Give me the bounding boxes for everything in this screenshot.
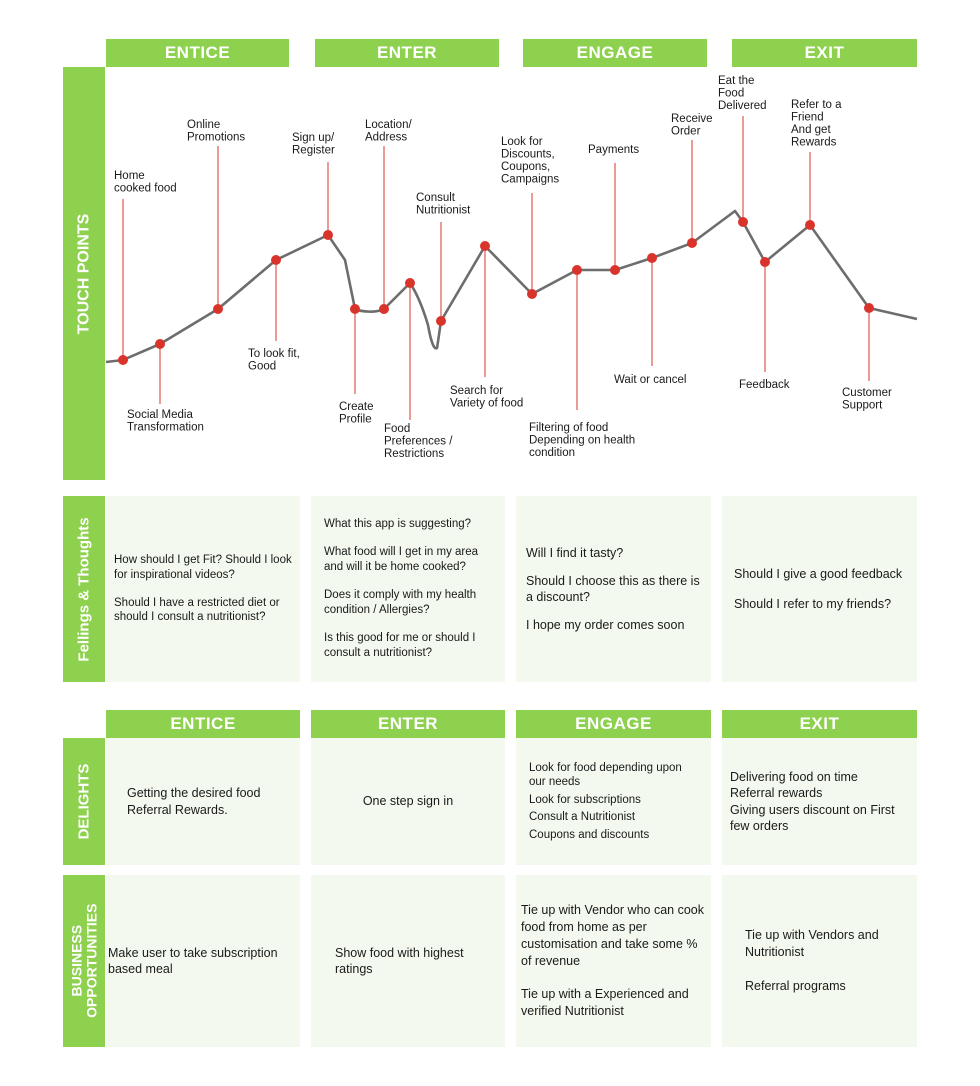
touch-point-dot [350,304,360,314]
feeling-text: Is this good for me or should I consult a nutritionist? [324,631,476,659]
touch-point-label [791,99,842,149]
touch-point-label [114,170,177,195]
touch-point-label [529,422,635,459]
feelings-cell-engage [516,496,711,682]
delight-text: Getting the desired food [127,786,261,801]
touch-point-dot [480,241,490,251]
feeling-text: Does it comply with my health condition / Allergies? [324,589,477,616]
touch-point-label-line: Nutritionist [416,204,471,217]
touch-point-label-line: Depending on health [529,434,636,447]
touch-point-dot [118,355,128,365]
delights-cell-engage [516,738,711,865]
touch-point-dot [572,265,582,275]
row-label-business-line2: OPPORTUNITIES [83,903,100,1019]
touch-point-label [739,379,790,391]
touch-point-label-line: Feedback [739,379,790,391]
touch-point-label-line: Promotions [187,131,246,144]
touch-point-label-line: Delivered [718,100,767,112]
phase-header-enter-top: ENTER [315,39,499,67]
delight-text: Delivering food on time [730,770,858,784]
row-label-delights [63,738,105,865]
touch-point-label-line: Customer [842,387,892,399]
touch-point-label [127,409,204,434]
touch-point-dot [323,230,333,240]
delight-text: Look for food depending upon our needs [529,762,682,789]
touch-point-label-line: Food [384,423,411,435]
business-text: Make user to take subscription based meal [108,945,278,976]
phase-header-engage-bottom: ENGAGE [516,710,711,738]
touch-point-label-line: Discounts, [501,148,555,161]
touch-point-label-line: Order [671,125,701,138]
delight-text: One step sign in [362,794,454,809]
touch-point-dot [805,220,815,230]
row-label-business-text [69,904,98,1018]
feelings-cell-entice [106,496,300,682]
touch-point-label [384,423,453,460]
business-cell-enter [311,875,505,1047]
touch-point-dot [379,304,389,314]
feeling-text: Should I have a restricted diet or should I consult a nutritionist? [114,596,280,624]
touch-point-label-line: Filtering of food [529,422,609,434]
row-label-feelings [63,496,105,682]
touch-point-label-line: Coupons, [501,161,551,173]
touch-point-dot [271,255,281,265]
touch-point-label-line: Friend [791,111,824,124]
delights-cell-entice [106,738,300,865]
row-label-touch-points-text: TOUCH POINTS [75,213,93,334]
touch-point-label-line: Register [292,144,335,157]
touch-point-label-line: Payments [588,144,640,156]
delight-text: Referral Rewards. [127,802,228,817]
touch-point-label [248,348,300,373]
delight-text: Consult a Nutritionist [529,811,636,824]
touch-point-label [365,119,412,144]
phase-header-exit-top: EXIT [732,39,917,67]
delight-text: Giving users discount on First few orders [730,802,895,833]
touch-point-label-line: Address [365,131,408,144]
touch-point-dot [864,303,874,313]
touch-point-label-line: Search for [450,385,504,397]
touch-point-label-line: To look fit, [248,348,300,360]
business-text: Tie up with a Experienced and verified Nutritionist [521,987,689,1019]
touch-point-label-line: Refer to a [791,99,842,111]
touch-point-label [718,75,767,112]
touch-point-label [450,385,523,410]
feeling-text: What this app is suggesting? [324,518,472,531]
delights-cell-enter [311,738,505,865]
row-label-business [63,875,105,1047]
touch-point-label-line: Variety of food [450,397,524,410]
touch-point-label-line: Create [339,401,374,413]
touch-point-label-line: Location/ [365,119,412,131]
feeling-text: How should I get Fit? Should I look for inspirational videos? [114,553,292,581]
business-text: Show food with highest ratings [335,945,464,976]
phase-header-entice-top: ENTICE [106,39,289,67]
touch-point-label [339,401,374,426]
touch-point-label-line: Eat the [718,75,755,87]
touch-point-label-line: Rewards [791,136,837,149]
touch-point-label-line: Profile [339,413,372,426]
touch-point-label-line: Support [842,399,883,412]
feeling-text: Should I refer to my friends? [734,596,892,611]
feelings-cell-enter [311,496,505,682]
delights-cell-exit [722,738,917,865]
phase-header-enter-bottom: ENTER [311,710,505,738]
touch-point-label [501,136,559,186]
business-cell-exit [722,875,917,1047]
touch-point-label-line: Consult [416,192,455,204]
touch-point-label [588,144,639,156]
journey-curve [106,211,917,362]
touch-point-label-line: condition [529,447,576,459]
touch-point-label-line: Home [114,170,145,182]
touch-point-label-line: Wait or cancel [614,374,687,386]
delight-text: Referral rewards [730,786,823,801]
business-cell-engage [516,875,711,1047]
touch-point-label-line: Online [187,119,221,131]
touch-point-label-line: cooked food [114,182,177,195]
touch-point-label-line: Receive [671,113,713,125]
feeling-text: I hope my order comes soon [526,618,685,633]
business-text: Tie up with Vendor who can cook food from home as per customisation and take some % of revenue [521,902,704,968]
row-label-delights-text: DELIGHTS [75,763,93,840]
business-text: Tie up with Vendors and Nutritionist [745,928,879,960]
touch-point-label-line: And get [791,124,831,136]
touch-point-dot [436,316,446,326]
touch-point-label [614,374,686,386]
delight-text: Look for subscriptions [529,793,641,806]
row-label-feelings-text: Fellings & Thoughts [75,516,93,662]
touch-point-label-line: Social Media [127,409,193,421]
touch-point-dot [647,253,657,263]
touch-point-dot [405,278,415,288]
touch-point-label-line: Food [718,87,745,100]
business-text: Referral programs [745,978,846,993]
touch-point-label-line: Transformation [127,421,204,434]
phase-header-exit-bottom: EXIT [722,710,917,738]
feeling-text: Will I find it tasty? [526,545,624,560]
feeling-text: Should I give a good feedback [734,567,903,582]
touch-points-journey-diagram [0,0,980,490]
touch-point-label-line: Restrictions [384,448,445,460]
touch-point-dot [610,265,620,275]
touch-point-dot [687,238,697,248]
touch-point-label [416,192,471,217]
touch-point-label [671,113,713,138]
touch-point-label-line: Campaigns [501,173,560,186]
touch-point-label-line: Preferences / [384,435,453,448]
touch-point-label [292,132,335,157]
feeling-text: Should I choose this as there is a discount? [526,573,700,604]
phase-header-engage-top: ENGAGE [523,39,707,67]
touch-point-dot [760,257,770,267]
delight-text: Coupons and discounts [529,828,650,841]
touch-point-label-line: Sign up/ [292,132,335,144]
touch-point-dot [213,304,223,314]
feelings-cell-exit [722,496,917,682]
touch-point-label [842,387,892,412]
touch-point-label-line: Good [248,360,277,373]
touch-point-dot [527,289,537,299]
touch-point-dot [738,217,748,227]
business-cell-entice [106,875,300,1047]
touch-point-label [187,119,245,144]
phase-header-entice-bottom: ENTICE [106,710,300,738]
row-label-business-line1: BUSINESS [68,925,85,997]
touch-point-dot [155,339,165,349]
feeling-text: What food will I get in my area and will it be home cooked? [324,546,479,574]
touch-points-layer [114,75,892,460]
touch-point-label-line: Look for [501,136,543,148]
